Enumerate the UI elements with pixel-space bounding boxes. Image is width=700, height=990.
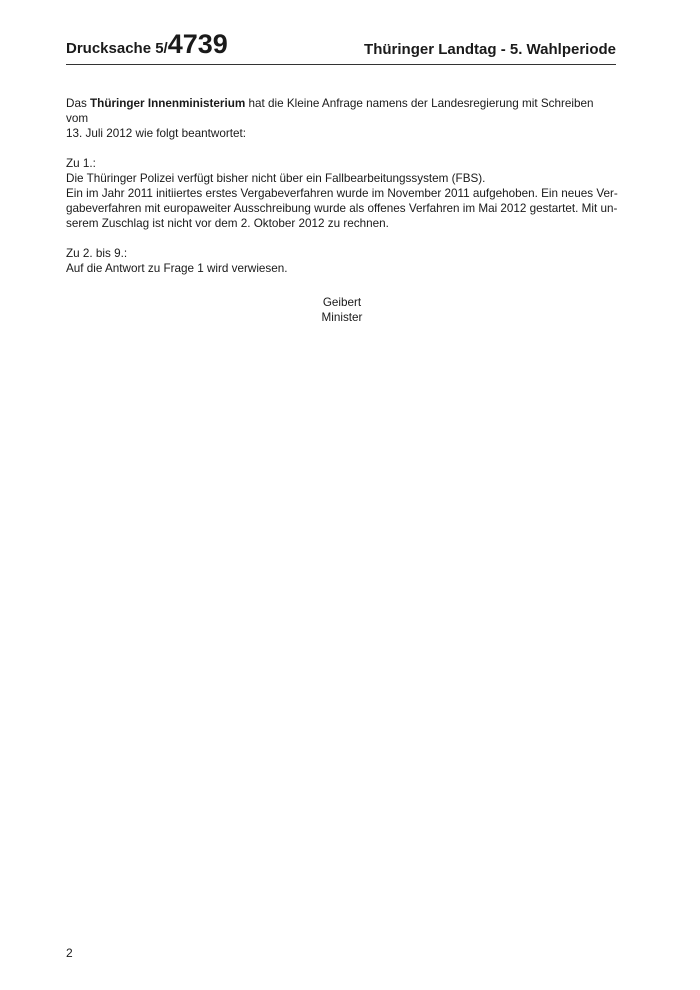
answer-1-line: serem Zuschlag ist nicht vor dem 2. Oktober 2012 zu rechnen. (66, 217, 389, 230)
document-number (66, 31, 228, 58)
intro-text-start: Das (66, 97, 91, 110)
document-number-prefix: Drucksache 5/ (66, 40, 168, 57)
page-number: 2 (66, 946, 73, 960)
ministry-name: Thüringer Innenministerium (90, 97, 246, 110)
parliament-title: Thüringer Landtag - 5. Wahlperiode (364, 41, 616, 58)
page-header (66, 28, 616, 65)
signature-title: Minister (321, 311, 363, 324)
answer-2-line: Auf die Antwort zu Frage 1 wird verwiesen. (66, 262, 288, 275)
document-body (66, 96, 618, 325)
answer-1-line: Die Thüringer Polizei verfügt bisher nicht über ein Fallbearbeitungssystem (FBS). (66, 172, 486, 185)
signature-name: Geibert (322, 296, 362, 309)
document-number-value: 4739 (167, 29, 228, 59)
answer-2-heading: Zu 2. bis 9.: (66, 247, 128, 260)
intro-paragraph (66, 96, 618, 141)
answer-1-heading: Zu 1.: (66, 157, 96, 170)
intro-line-2: 13. Juli 2012 wie folgt beantwortet: (66, 127, 246, 140)
answer-1-line: Ein im Jahr 2011 initiiertes erstes Vergabeverfahren wurde im November 2011 aufgehoben. Ein neues Ver- (66, 187, 618, 200)
answer-1-line: gabeverfahren mit europaweiter Ausschreibung wurde als offenes Verfahren im Mai 2012 gestartet. Mit un- (66, 202, 618, 215)
signature-block (66, 295, 618, 325)
intro-text-end: hat die Kleine Anfrage namens der Landesregierung mit Schreiben vom (66, 97, 594, 125)
